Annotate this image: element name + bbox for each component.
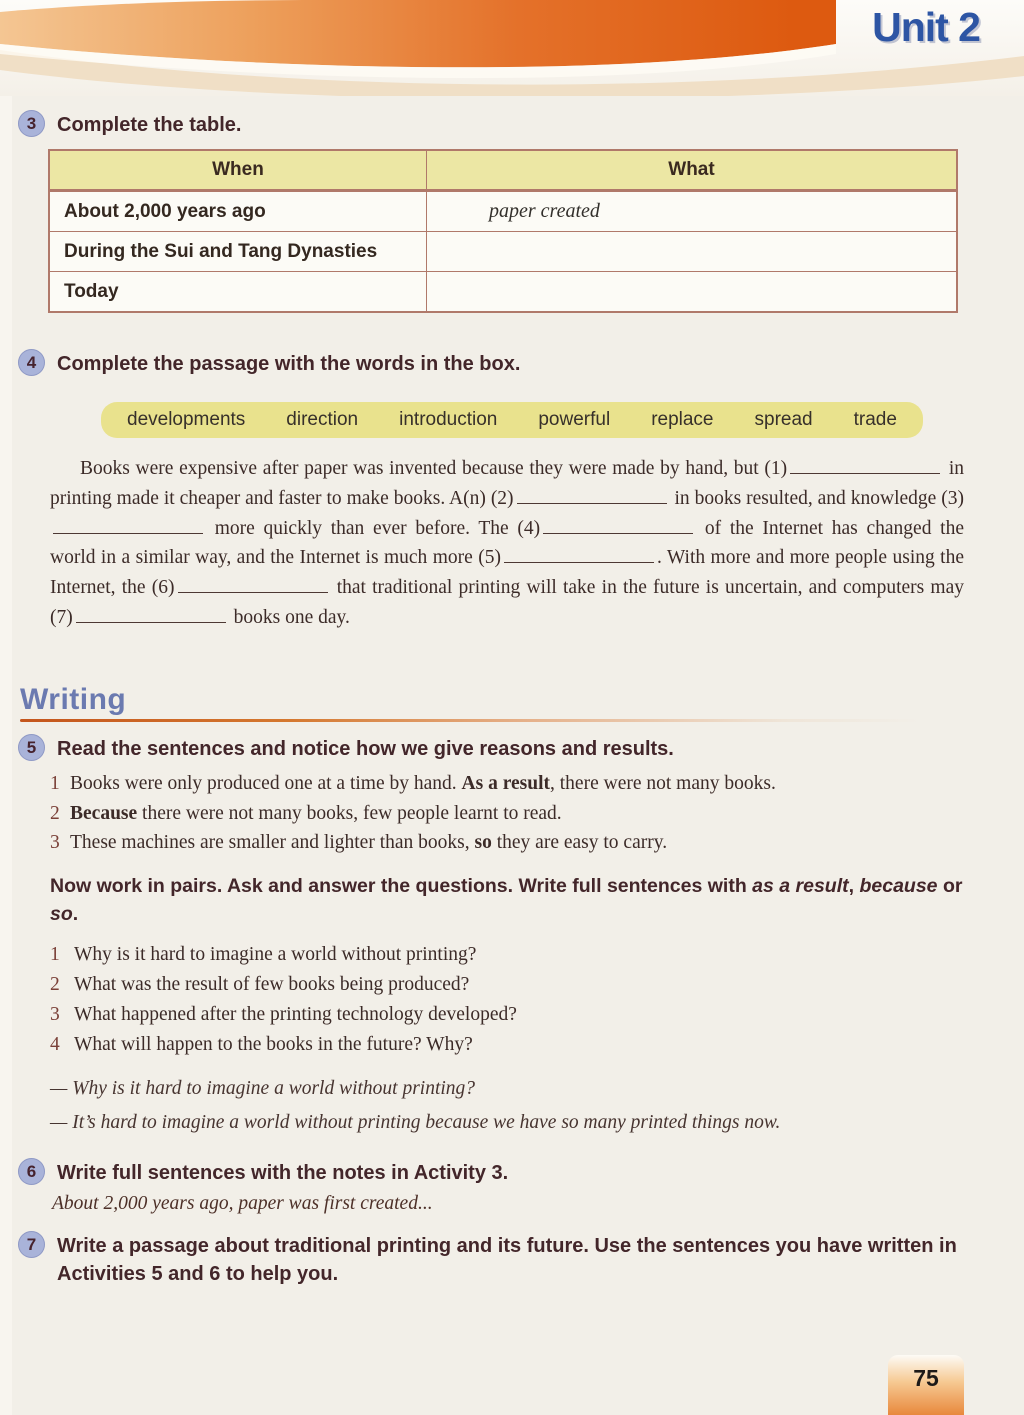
- sentence-number: 2: [50, 802, 60, 824]
- activity3-title: Complete the table.: [57, 114, 242, 136]
- passage-text: of the Internet has changed the world in a similar way, and the Internet is much more: [50, 517, 964, 569]
- unit-banner: [0, 0, 1024, 96]
- sentence-connective: Because: [70, 802, 138, 824]
- fill-in-passage: [50, 454, 964, 633]
- blank-line: [53, 533, 203, 534]
- instruction-connective: so: [50, 903, 73, 926]
- instruction-text: Now work in pairs. Ask and answer the questions. Write full sentences with: [50, 875, 753, 898]
- activity7-title: Write a passage about traditional printing and its future. Use the sentences you have written in Activities 5 and 6 to help you.: [57, 1235, 957, 1286]
- table-header-when: When: [50, 151, 426, 191]
- question-list: [50, 940, 964, 1060]
- blank-number: (4): [517, 517, 541, 539]
- dialogue-dash: —: [50, 1112, 68, 1134]
- question-item: [50, 1030, 964, 1060]
- sentence-item: [50, 828, 964, 858]
- sentence-connective: so: [474, 832, 492, 854]
- activity7-number-badge: 7: [18, 1231, 45, 1258]
- sentence-text: Books were only produced one at a time by hand.: [70, 773, 462, 795]
- table-row: [50, 271, 956, 311]
- word-box-word: developments: [127, 409, 246, 430]
- activity4-number-badge: 4: [18, 349, 45, 376]
- word-box-word: direction: [286, 409, 359, 430]
- word-box: [101, 402, 923, 438]
- passage-text: Books were expensive after paper was invented because they were made by hand, but: [80, 458, 765, 479]
- unit-title: Unit 2: [872, 4, 980, 50]
- table-header-what: What: [426, 151, 956, 191]
- table-cell-what: paper created: [426, 191, 956, 231]
- activity5-number-badge: 5: [18, 734, 45, 761]
- sentence-number: 1: [50, 773, 60, 795]
- dialogue-text: It’s hard to imagine a world without printing because we have so many printed things now.: [72, 1112, 781, 1134]
- page-number-tab: [888, 1355, 964, 1415]
- question-text: What will happen to the books in the future? Why?: [74, 1034, 473, 1056]
- sentence-text: These machines are smaller and lighter than books,: [70, 832, 475, 854]
- dialogue-line: [50, 1072, 964, 1106]
- activity4-title: Complete the passage with the words in the box.: [57, 353, 521, 375]
- dialogue-line: [50, 1106, 964, 1140]
- sentence-text: they are easy to carry.: [491, 832, 668, 854]
- activity3-number-badge: 3: [18, 110, 45, 137]
- sentence-text: , there were not many books.: [550, 773, 776, 795]
- question-number: 1: [50, 944, 60, 966]
- activity4-heading: [0, 349, 1024, 378]
- question-text: What happened after the printing technology developed?: [74, 1004, 517, 1026]
- model-dialogue: [50, 1072, 964, 1140]
- blank-5: [478, 547, 657, 568]
- blank-2: [491, 488, 670, 509]
- sentence-connective: As a result: [461, 773, 551, 795]
- blank-line: [178, 592, 328, 593]
- blank-line: [790, 473, 940, 474]
- blank-line: [517, 503, 667, 504]
- word-box-word: replace: [651, 409, 714, 430]
- question-number: 3: [50, 1004, 60, 1026]
- sentence-item: [50, 769, 964, 799]
- table-cell-what: [426, 231, 956, 271]
- table-cell-when: Today: [50, 271, 426, 311]
- passage-text: in printing made it cheaper and faster to make books. A(n): [50, 458, 964, 509]
- blank-number: (7): [50, 606, 73, 628]
- blank-line: [543, 533, 693, 534]
- banner-swoosh-graphic: [0, 0, 1024, 96]
- blank-number: (2): [490, 487, 514, 509]
- question-item: [50, 1000, 964, 1030]
- blank-1: [764, 458, 943, 479]
- word-box-word: introduction: [399, 409, 498, 430]
- page-number: 75: [913, 1365, 939, 1391]
- passage-text: that traditional printing will take in the future is uncertain, and computers may: [330, 577, 965, 599]
- activity3-table: [48, 149, 958, 313]
- question-text: What was the result of few books being produced?: [74, 974, 470, 996]
- blank-number: (1): [764, 458, 788, 479]
- blank-6: [152, 577, 331, 598]
- table-row: [50, 191, 956, 231]
- question-text: Why is it hard to imagine a world without printing?: [74, 944, 477, 966]
- word-box-word: powerful: [538, 409, 611, 430]
- table-cell-when: During the Sui and Tang Dynasties: [50, 231, 426, 271]
- table-cell-what: [426, 271, 956, 311]
- passage-text: . With more and more people using the Internet, the: [50, 547, 964, 599]
- passage-text: in books resulted, and knowledge: [669, 487, 942, 509]
- blank-number: (6): [151, 577, 175, 599]
- blank-number: (5): [478, 547, 501, 569]
- blank-line: [504, 562, 654, 563]
- word-box-word: trade: [853, 409, 897, 430]
- passage-text: more quickly than ever before. The: [206, 517, 518, 539]
- instruction-text: .: [72, 903, 79, 926]
- passage-text: books one day.: [228, 606, 350, 628]
- blank-4: [517, 518, 696, 539]
- word-box-word: spread: [754, 409, 813, 430]
- writing-heading-text: Writing: [20, 682, 127, 716]
- example-sentences: [50, 769, 964, 858]
- question-item: [50, 970, 964, 1000]
- instruction-text: or: [937, 875, 963, 898]
- activity5-heading: [0, 734, 1024, 763]
- writing-heading-rule: [20, 719, 920, 723]
- table-row: [50, 231, 956, 271]
- question-number: 4: [50, 1034, 60, 1056]
- instruction-text: ,: [848, 875, 860, 898]
- activity6-number-badge: 6: [18, 1158, 45, 1185]
- pairwork-instruction: [50, 872, 964, 928]
- blank-number: (3): [941, 487, 964, 509]
- sentence-item: [50, 799, 964, 829]
- writing-section-heading: [20, 683, 1024, 723]
- activity5-title: Read the sentences and notice how we give reasons and results.: [57, 738, 674, 761]
- sentence-number: 3: [50, 832, 60, 854]
- table-header-row: [50, 151, 956, 191]
- question-number: 2: [50, 974, 60, 996]
- activity6-example: About 2,000 years ago, paper was first created...: [52, 1193, 433, 1215]
- blank-line: [76, 622, 226, 623]
- table-cell-when: About 2,000 years ago: [50, 191, 426, 231]
- dialogue-text: Why is it hard to imagine a world without printing?: [72, 1078, 476, 1100]
- activity7-heading: [0, 1231, 1024, 1288]
- dialogue-dash: —: [50, 1078, 68, 1100]
- activity6-title: Write full sentences with the notes in Activity 3.: [57, 1162, 509, 1185]
- blank-7: [50, 607, 229, 628]
- sentence-text: there were not many books, few people learnt to read.: [137, 802, 562, 824]
- activity6-heading: [0, 1158, 1024, 1187]
- activity3-heading: [0, 110, 1024, 139]
- instruction-connective: as a result: [752, 875, 849, 898]
- instruction-connective: because: [859, 875, 938, 898]
- question-item: [50, 940, 964, 970]
